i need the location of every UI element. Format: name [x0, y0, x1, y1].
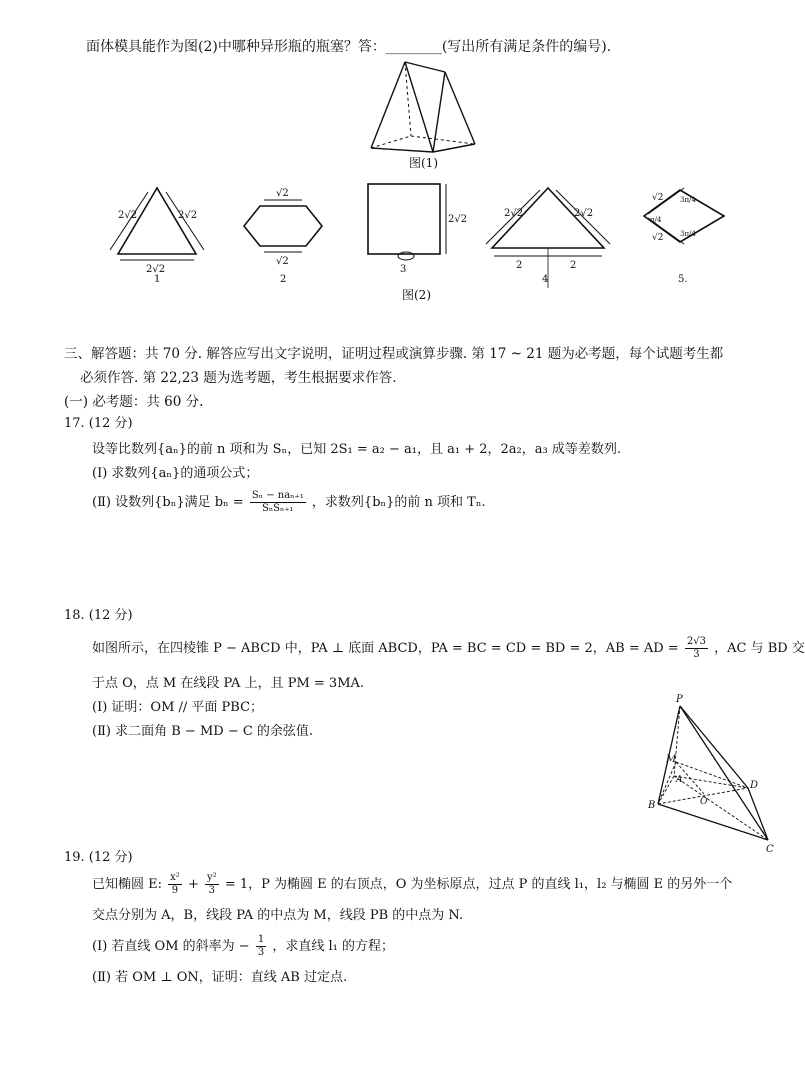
q19-header: 19. (12 分) — [64, 850, 133, 865]
shape-1-label: 1 — [154, 274, 161, 285]
q19-stem-1-post: = 1，P 为椭圆 E 的右顶点，O 为坐标原点，过点 P 的直线 l₁，l₂ 与椭圆 E 的另外一个 — [224, 877, 733, 892]
continued-question-text: 面体模具能作为图(2)中哪种异形瓶的瓶塞？答：________(写出所有满足条件的编号). — [86, 39, 612, 55]
pyramid-label-B: B — [648, 800, 656, 811]
q17-part-2 — [92, 490, 486, 515]
q18-fraction-den: 3 — [693, 649, 700, 660]
q19-part-2: (Ⅱ) 若 OM ⊥ ON，证明：直线 AB 过定点. — [92, 970, 348, 985]
shape-2-dim-bottom: √2 — [276, 256, 289, 267]
shape-5-label: 5. — [678, 274, 688, 285]
prism-drawing — [365, 56, 485, 168]
pyramid-label-D: D — [750, 780, 759, 791]
q19-part-1-pre: (Ⅰ) 若直线 OM 的斜率为 − — [92, 939, 250, 954]
q19-fraction-1-num: x² — [170, 872, 180, 883]
q18-header: 18. (12 分) — [64, 608, 133, 623]
q18-fraction — [685, 636, 708, 661]
q17-fraction-num: Sₙ − naₙ₊₁ — [251, 490, 304, 501]
shape-1-dim-bottom: 2√2 — [146, 264, 166, 275]
figure-1-caption: 图(1) — [409, 156, 438, 170]
q19-part-1-fraction-num: 1 — [257, 934, 265, 945]
shapes-drawing — [100, 178, 740, 288]
q18-pyramid-figure — [640, 690, 790, 860]
shape-4-label: 4 — [542, 274, 549, 285]
q19-stem-2: 交点分别为 A，B，线段 PA 的中点为 M，线段 PB 的中点为 N. — [92, 908, 464, 923]
shape-5-dim-1: √2 — [652, 193, 664, 203]
shape-3 — [368, 184, 446, 260]
shape-2 — [244, 200, 322, 252]
shape-4-dim-bottom-left: 2 — [516, 260, 523, 271]
q17-stem: 设等比数列{aₙ}的前 n 项和为 Sₙ，已知 2S₁ = a₂ − a₁，且 a₁ + 2，2a₂，a₃ 成等差数列. — [92, 442, 621, 457]
shape-4-dim-bottom-right: 2 — [570, 260, 577, 271]
q19-part-1-fraction — [256, 934, 266, 959]
figure-2-caption: 图(2) — [402, 288, 431, 302]
q17-part-1: (Ⅰ) 求数列{aₙ}的通项公式； — [92, 466, 259, 481]
section-3-line-2: 必须作答. 第 22,23 题为选考题，考生根据要求作答. — [80, 370, 397, 386]
shape-1-dim-right: 2√2 — [178, 210, 198, 221]
q18-part-2: (Ⅱ) 求二面角 B − MD − C 的余弦值. — [92, 724, 314, 739]
q19-fraction-2-den: 3 — [208, 885, 216, 896]
q17-header: 17. (12 分) — [64, 416, 133, 431]
q18-part-1: (Ⅰ) 证明：OM // 平面 PBC； — [92, 700, 264, 715]
pyramid-label-P: P — [676, 694, 683, 705]
q18-stem-1-pre: 如图所示，在四棱锥 P − ABCD 中，PA ⊥ 底面 ABCD，PA = BC = CD = BD = 2，AB = AD = — [92, 641, 679, 656]
shape-5-dim-2: √2 — [652, 233, 664, 243]
q19-fraction-2-num: y² — [207, 872, 217, 883]
q18-fraction-num: 2√3 — [686, 636, 706, 647]
q18-stem-1-post: ，AC 与 BD 交 — [714, 641, 805, 656]
shape-1 — [110, 188, 204, 260]
shape-5-angle-2: π/4 — [650, 216, 662, 224]
shape-3-dim-right: 2√2 — [448, 214, 468, 225]
shape-4 — [486, 188, 610, 288]
shape-3-label: 3 — [400, 264, 407, 275]
shape-4-dim-right: 2√2 — [574, 208, 594, 219]
shape-2-label: 2 — [280, 274, 287, 285]
q19-part-1-fraction-den: 3 — [257, 947, 265, 958]
q19-stem-1 — [92, 872, 732, 897]
q19-plus: + — [187, 877, 199, 892]
shape-5-angle-3: 3π/4 — [680, 230, 696, 238]
figure-2 — [100, 178, 740, 302]
q17-fraction-den: SₙSₙ₊₁ — [261, 503, 294, 514]
pyramid-drawing — [640, 690, 790, 856]
shape-2-dim-top: √2 — [276, 188, 289, 199]
q19-fraction-1-den: 9 — [171, 885, 179, 896]
pyramid-label-O: O — [700, 797, 708, 807]
q19-part-1 — [92, 934, 394, 959]
shape-1-dim-left: 2√2 — [118, 210, 138, 221]
pyramid-label-A: A — [676, 775, 683, 785]
pyramid-label-M: M — [666, 754, 677, 765]
q18-stem-1 — [92, 636, 805, 661]
q18-stem-2: 于点 O，点 M 在线段 PA 上，且 PM = 3MA. — [92, 676, 365, 691]
section-3-line-1: 三、解答题：共 70 分. 解答应写出文字说明，证明过程或演算步骤. 第 17 ~ 21 题为必考题，每个试题考生都 — [64, 346, 724, 362]
pyramid-label-C: C — [766, 844, 774, 855]
q17-fraction — [250, 490, 306, 515]
figure-1 — [365, 56, 485, 172]
section-3-part-1: (一) 必考题：共 60 分. — [64, 394, 204, 410]
q19-part-1-post: ，求直线 l₁ 的方程； — [272, 939, 394, 954]
shape-4-dim-left: 2√2 — [504, 208, 524, 219]
q17-part-2-pre: (Ⅱ) 设数列{bₙ}满足 bₙ = — [92, 495, 244, 510]
shape-5-angle-1: 3π/4 — [680, 196, 696, 204]
q19-fraction-1 — [168, 872, 182, 897]
q19-fraction-2 — [205, 872, 219, 897]
q17-part-2-post: ，求数列{bₙ}的前 n 项和 Tₙ. — [311, 495, 486, 510]
q19-stem-1-pre: 已知椭圆 E: — [92, 877, 163, 892]
